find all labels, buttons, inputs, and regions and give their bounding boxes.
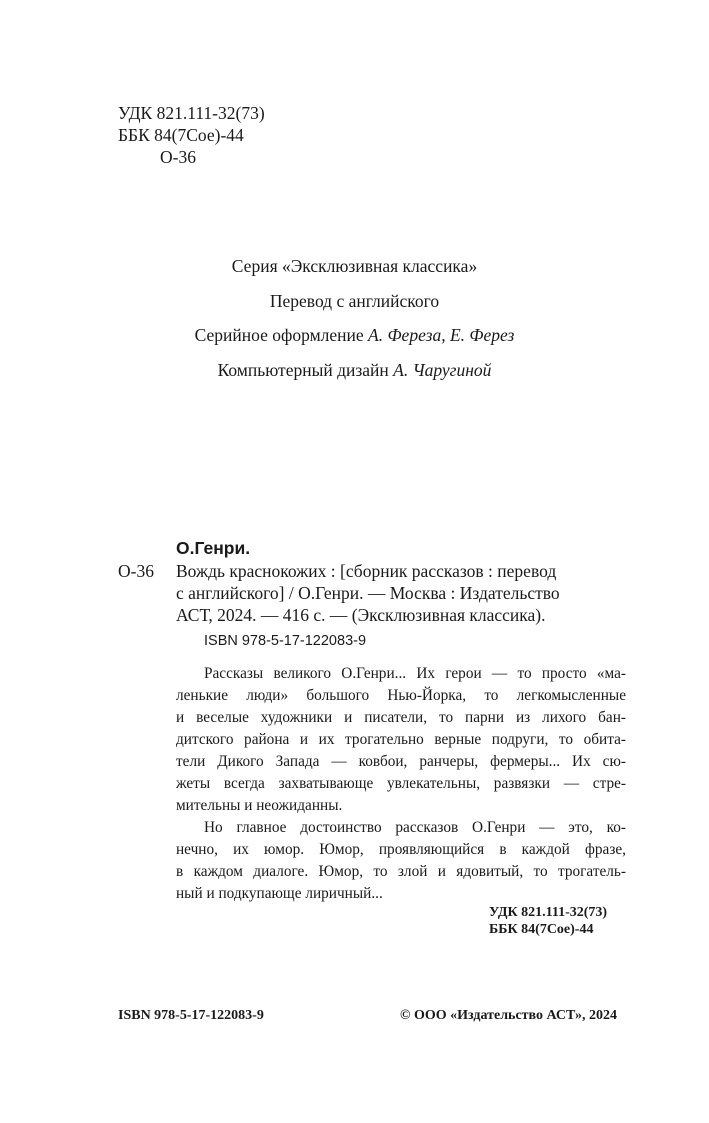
classification-codes	[118, 102, 265, 168]
annotation-line: тели Дикого Запада — ковбои, ранчеры, фермеры... Их сю-	[176, 753, 626, 770]
annotation-line: жеты всегда захватывающе увлекательны, развязки — стре-	[176, 775, 626, 792]
computer-design-name: А. Чаругиной	[393, 359, 492, 380]
annotation-line: Но главное достоинство рассказов О.Генри — это, ко-	[204, 819, 626, 836]
udk-code-small: УДК 821.111-32(73)	[489, 905, 608, 920]
author-sign: О-36	[160, 147, 196, 167]
translation-line: Перевод с английского	[269, 290, 440, 311]
catalog-author: О.Генри.	[176, 538, 251, 558]
design-line	[0, 324, 709, 359]
catalog-entry	[176, 560, 560, 626]
design-names: А. Фереза, Е. Ферез	[368, 325, 515, 345]
computer-design-line	[0, 359, 709, 394]
annotation-line: Рассказы великого О.Генри... Их герои — то просто «ма-	[204, 665, 626, 682]
bbk-code: ББК 84(7Сое)-44	[118, 125, 244, 145]
catalog-line: с английского] / О.Генри. — Москва : Издательство	[176, 583, 560, 603]
credits-block	[0, 255, 709, 393]
footer-isbn: ISBN 978-5-17-122083-9	[118, 1008, 264, 1023]
annotation-line: и веселые художники и писатели, то парни из лихого бан-	[176, 709, 626, 726]
catalog-sign: О-36	[118, 561, 154, 581]
footer-copyright: © ООО «Издательство АСТ», 2024	[400, 1008, 618, 1023]
series-line: Серия «Эксклюзивная классика»	[231, 256, 478, 276]
annotation	[176, 663, 626, 905]
catalog-line: Вождь краснокожих : [сборник рассказов : перевод	[176, 561, 557, 581]
bbk-code-small: ББК 84(7Сое)-44	[489, 922, 594, 937]
catalog-line: АСТ, 2024. — 416 с. — (Эксклюзивная классика).	[176, 605, 546, 625]
design-prefix: Серийное оформление	[194, 325, 369, 345]
udk-code: УДК 821.111-32(73)	[118, 103, 265, 123]
annotation-line: мительны и неожиданны.	[176, 797, 343, 814]
annotation-line: ленькие люди» большого Нью-Йорка, то легкомысленные	[176, 687, 626, 704]
computer-design-prefix: Компьютерный дизайн	[217, 359, 394, 380]
annotation-line: ный и подкупающе лиричный...	[176, 885, 383, 902]
catalog-isbn: ISBN 978-5-17-122083-9	[204, 633, 367, 649]
annotation-line: в каждом диалоге. Юмор, то злой и ядовитый, то трогатель-	[176, 863, 626, 880]
classification-codes-small	[489, 904, 607, 938]
annotation-line: дитского района и их трогательно верные подруги, то обита-	[176, 731, 626, 748]
annotation-line: нечно, их юмор. Юмор, проявляющийся в каждой фразе,	[176, 841, 626, 858]
